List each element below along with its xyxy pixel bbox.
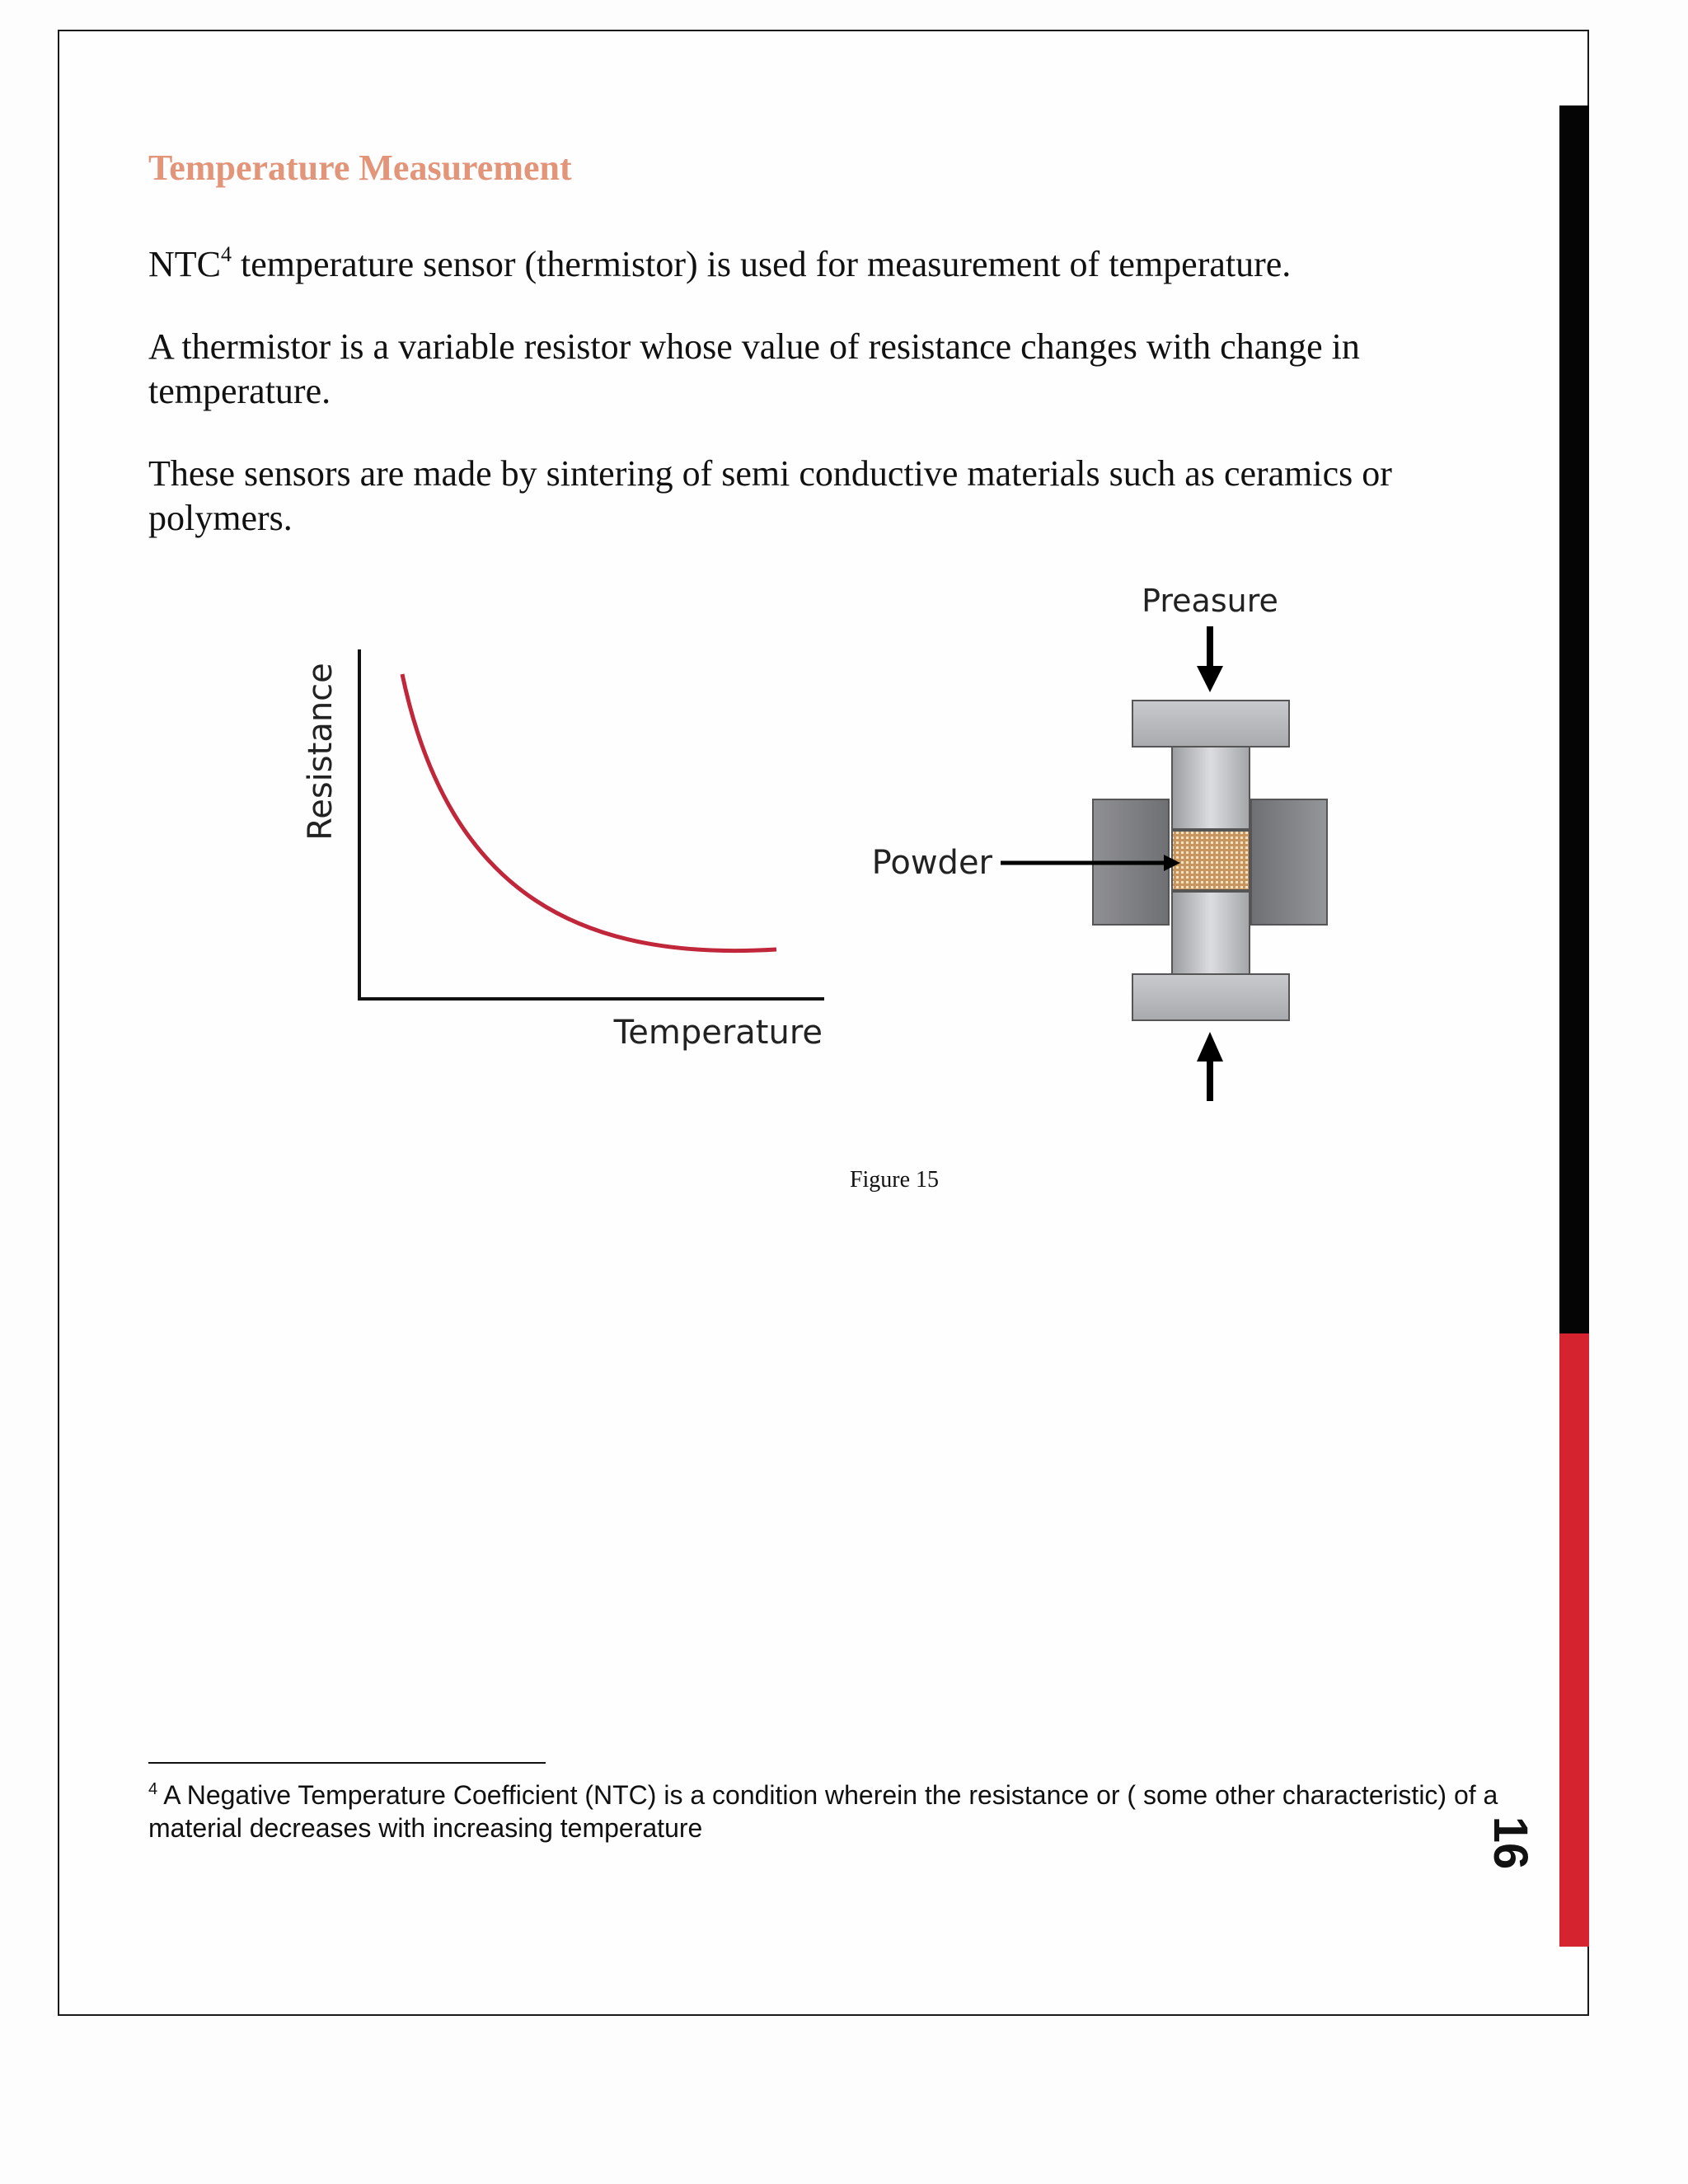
powder-label: Powder: [871, 844, 992, 882]
lower-punch: [1172, 892, 1250, 974]
page-number: 16: [1484, 1816, 1537, 1870]
resistance-temperature-graph: [302, 649, 824, 1052]
figure-caption: Figure 15: [849, 1167, 940, 1193]
paragraph-sensors: These sensors are made by sintering of semi conductive materials such as ceramics or polymers.: [148, 453, 1392, 538]
pressure-arrow-up: [1197, 1032, 1223, 1101]
paragraph-ntc-start: NTC: [148, 244, 221, 284]
upper-plate: [1132, 701, 1289, 747]
powder-press-diagram: [872, 583, 1327, 1101]
paragraph-ntc: [148, 242, 1517, 287]
footnote-text: A Negative Temperature Coefficient (NTC) is a condition wherein the resistance or ( some other characteristic) of a material decreases with increasing temperature: [148, 1780, 1498, 1843]
y-axis-label: Resistance: [302, 663, 340, 841]
section-title: Temperature Measurement: [148, 148, 572, 188]
footnote-separator: [148, 1762, 546, 1764]
paragraph-thermistor: A thermistor is a variable resistor whose value of resistance changes with change in temperature.: [148, 326, 1360, 411]
powder-sample: [1172, 831, 1250, 890]
paragraph-ntc-rest: temperature sensor (thermistor) is used for measurement of temperature.: [232, 244, 1292, 284]
footnote: [148, 1779, 1533, 1844]
ntc-curve: [402, 674, 776, 951]
lower-plate: [1132, 974, 1289, 1020]
pressure-arrow-down: [1197, 626, 1223, 692]
die-right: [1251, 799, 1327, 925]
footnote-reference[interactable]: 4: [221, 242, 232, 266]
figure-15: [280, 569, 1385, 1113]
pressure-label: Preasure: [1142, 583, 1278, 619]
x-axis-label: Temperature: [613, 1014, 823, 1052]
side-bar-bottom: [1559, 1333, 1589, 1947]
upper-punch: [1172, 747, 1250, 829]
side-bar-top: [1559, 105, 1589, 1333]
footnote-number: 4: [148, 1780, 158, 1798]
